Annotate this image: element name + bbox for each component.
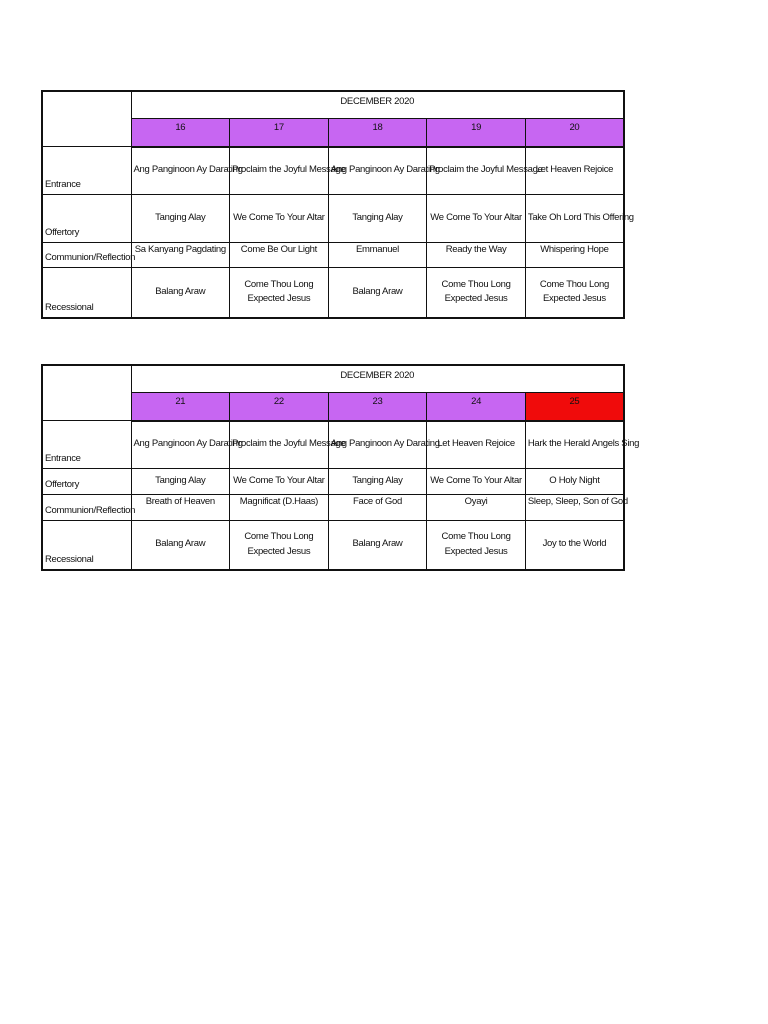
entrance-song: Proclaim the Joyful Message: [230, 421, 329, 469]
day-header: 22: [230, 392, 329, 421]
entrance-song: Proclaim the Joyful Message: [230, 147, 329, 195]
schedule-table-dec-21-25: [41, 364, 640, 571]
offertory-song: We Come To Your Altar: [427, 195, 526, 243]
day-header: 17: [230, 118, 329, 147]
day-header: 20: [525, 118, 624, 147]
communion-song: Sa Kanyang Pagdating: [131, 243, 230, 268]
recessional-song: Balang Araw: [131, 521, 230, 570]
recessional-song: Balang Araw: [328, 521, 427, 570]
offertory-song: We Come To Your Altar: [230, 195, 329, 243]
communion-song: Emmanuel: [328, 243, 427, 268]
row-label-entrance: Entrance: [42, 147, 131, 195]
entrance-song: Hark the Herald Angels Sing: [525, 421, 624, 469]
recessional-song: Come Thou Long Expected Jesus: [230, 521, 329, 570]
row-label-offertory: Offertory: [42, 195, 131, 243]
recessional-song: Come Thou Long Expected Jesus: [427, 521, 526, 570]
row-label-communion: Communion/Reflection: [42, 495, 131, 521]
recessional-song: Balang Araw: [328, 268, 427, 318]
day-header: 21: [131, 392, 230, 421]
offertory-song: Tanging Alay: [328, 195, 427, 243]
day-header: 18: [328, 118, 427, 147]
communion-song: Oyayi: [427, 495, 526, 521]
recessional-song: Come Thou Long Expected Jesus: [230, 268, 329, 318]
communion-song: Sleep, Sleep, Son of God: [525, 495, 624, 521]
offertory-song: Take Oh Lord This Offering: [525, 195, 624, 243]
row-label-communion: Communion/Reflection: [42, 243, 131, 268]
recessional-song: Joy to the World: [525, 521, 624, 570]
day-header: 19: [427, 118, 526, 147]
month-header: DECEMBER 2020: [131, 365, 624, 392]
month-header: DECEMBER 2020: [131, 91, 624, 118]
day-header: 23: [328, 392, 427, 421]
offertory-song: Tanging Alay: [131, 195, 230, 243]
corner-cell: [42, 91, 131, 147]
row-label-recessional: Recessional: [42, 521, 131, 570]
recessional-song: Come Thou Long Expected Jesus: [525, 268, 624, 318]
corner-cell: [42, 365, 131, 421]
row-label-entrance: Entrance: [42, 421, 131, 469]
offertory-song: We Come To Your Altar: [427, 469, 526, 495]
communion-song: Whispering Hope: [525, 243, 624, 268]
day-header: 16: [131, 118, 230, 147]
row-label-recessional: Recessional: [42, 268, 131, 318]
offertory-song: O Holy Night: [525, 469, 624, 495]
day-header: 24: [427, 392, 526, 421]
entrance-song: Proclaim the Joyful Message: [427, 147, 526, 195]
communion-song: Face of God: [328, 495, 427, 521]
recessional-song: Balang Araw: [131, 268, 230, 318]
recessional-song: Come Thou Long Expected Jesus: [427, 268, 526, 318]
communion-song: Magnificat (D.Haas): [230, 495, 329, 521]
offertory-song: Tanging Alay: [131, 469, 230, 495]
schedule-table-dec-16-20: [41, 90, 634, 319]
communion-song: Ready the Way: [427, 243, 526, 268]
row-label-offertory: Offertory: [42, 469, 131, 495]
entrance-song: Ang Panginoon Ay Darating: [328, 147, 427, 195]
offertory-song: Tanging Alay: [328, 469, 427, 495]
entrance-song: Ang Panginoon Ay Darating: [328, 421, 427, 469]
communion-song: Come Be Our Light: [230, 243, 329, 268]
entrance-song: Ang Panginoon Ay Darating: [131, 147, 230, 195]
day-header-christmas: 25: [525, 392, 624, 421]
communion-song: Breath of Heaven: [131, 495, 230, 521]
entrance-song: Ang Panginoon Ay Darating: [131, 421, 230, 469]
entrance-song: Let Heaven Rejoice: [427, 421, 526, 469]
offertory-song: We Come To Your Altar: [230, 469, 329, 495]
entrance-song: Let Heaven Rejoice: [525, 147, 624, 195]
